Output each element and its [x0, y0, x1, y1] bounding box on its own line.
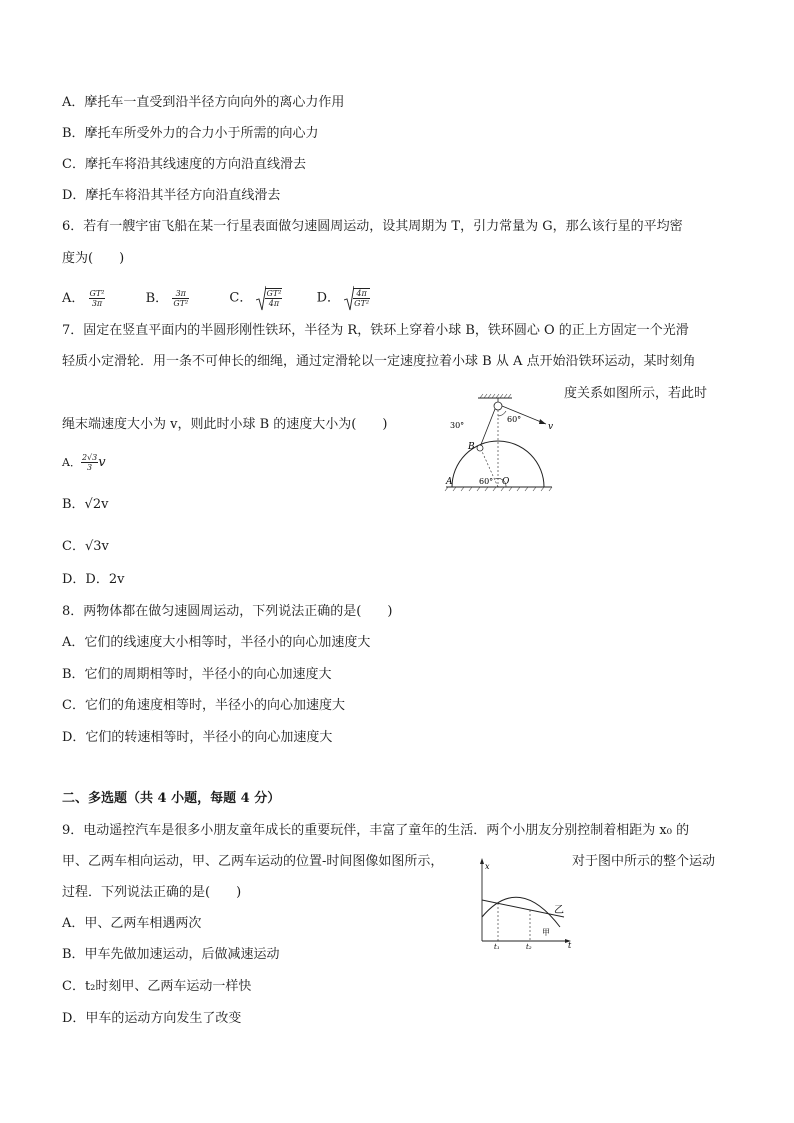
- q7-option-a-denominator: 3: [87, 463, 93, 472]
- q8-option-d: D．它们的转速相等时，半径小的向心加速度大: [62, 730, 333, 745]
- q5-option-d: D．摩托车将沿其半径方向沿直线滑去: [62, 188, 281, 203]
- pulley-icon: [494, 402, 502, 410]
- q9-stem-line2b: 对于图中所示的整个运动: [572, 854, 716, 869]
- q8-option-c: C．它们的角速度相等时，半径小的向心加速度大: [62, 698, 345, 713]
- q6-option-a-label: A．: [62, 290, 85, 306]
- q9-series-jia-label: 甲: [542, 928, 550, 937]
- ball-b-icon: [477, 445, 483, 451]
- q6-option-c-denominator: 4π: [268, 299, 280, 308]
- q6-option-a-denominator: 3π: [91, 298, 103, 308]
- q9-series-yi-label: 乙: [554, 905, 564, 916]
- q7-angle-30: 30°: [450, 421, 465, 430]
- q6-option-a-numerator: GT²: [89, 288, 105, 298]
- q6-option-d-fraction: [353, 288, 370, 308]
- q6-option-b-label: B．: [145, 290, 169, 306]
- q7-option-a-label: A．: [62, 456, 81, 469]
- q5-option-c: C．摩托车将沿其线速度的方向沿直线滑去: [62, 157, 306, 172]
- q8-stem: 8．两物体都在做匀速圆周运动，下列说法正确的是( ): [62, 604, 393, 619]
- q7-angle-60-bottom: 60°: [479, 477, 494, 486]
- q6-option-c-fraction: [265, 288, 282, 308]
- q7-option-a-numerator: 2√3: [81, 453, 98, 462]
- q7-stem-line1: 7．固定在竖直平面内的半圆形刚性铁环，半径为 R，铁环上穿着小球 B，铁环圆心 O 的正上方固定一个光滑: [62, 323, 689, 338]
- q7-velocity-v: v: [548, 422, 554, 432]
- q6-option-b-fraction: [172, 289, 189, 308]
- q9-option-c: C．t₂时刻甲、乙两车运动一样快: [62, 979, 252, 994]
- q9-stem-line2a: 甲、乙两车相向运动，甲、乙两车运动的位置-时间图像如图所示，: [62, 854, 444, 869]
- q7-option-a-fraction: [81, 453, 98, 472]
- q6-option-d-sqrt: [344, 285, 370, 311]
- q6-stem-line1: 6．若有一艘宇宙飞船在某一行星表面做匀速圆周运动，设其周期为 T，引力常量为 G，那么该行星的平均密: [62, 219, 683, 234]
- q9-position-time-graph: [474, 855, 576, 950]
- q9-option-d: D．甲车的运动方向发生了改变: [62, 1011, 242, 1026]
- q9-t2-label: t₂: [526, 943, 532, 950]
- q7-point-o: O: [502, 477, 510, 487]
- q7-point-a: A: [446, 477, 453, 487]
- q9-y-axis-label: x: [485, 862, 490, 871]
- q5-option-b: B．摩托车所受外力的合力小于所需的向心力: [62, 126, 319, 141]
- q6-option-d-numerator: 4π: [353, 289, 370, 299]
- q6-option-b-numerator: 3π: [172, 289, 189, 299]
- q9-x-axis-label: t: [568, 941, 572, 950]
- section-heading-multiple-choice: 二、多选题（共 4 小题，每题 4 分）: [62, 791, 281, 806]
- q6-option-d-denominator: GT²: [354, 299, 370, 308]
- q6-option-d-label: D．: [316, 290, 340, 306]
- q6-option-c-numerator: GT²: [266, 289, 282, 298]
- q7-point-b: B: [468, 442, 475, 452]
- q9-option-a: A．甲、乙两车相遇两次: [62, 916, 202, 931]
- q7-stem-line4: 绳末端速度大小为 v，则此时小球 B 的速度大小为( ): [62, 417, 388, 432]
- q9-option-b: B．甲车先做加速运动，后做减速运动: [62, 947, 280, 962]
- q8-option-b: B．它们的周期相等时，半径小的向心加速度大: [62, 667, 332, 682]
- q7-option-b: B．√2v: [62, 497, 109, 512]
- q7-stem-line3: 度关系如图所示，若此时: [564, 386, 708, 401]
- q6-stem-line2: 度为( ): [62, 251, 125, 266]
- q6-options: [62, 285, 370, 311]
- q6-option-d: [317, 285, 371, 311]
- q6-option-a: [62, 288, 105, 310]
- q9-t1-label: t₁: [494, 943, 500, 950]
- q6-option-a-fraction: [89, 289, 106, 308]
- q9-stem-line3: 过程．下列说法正确的是( ): [62, 885, 242, 900]
- q7-option-a-v: v: [98, 455, 106, 470]
- q7-option-d: D．D．2v: [62, 572, 125, 587]
- q5-option-a: A．摩托车一直受到沿半径方向向外的离心力作用: [62, 95, 345, 110]
- q7-stem-line2: 轻质小定滑轮．用一条不可伸长的细绳，通过定滑轮以一定速度拉着小球 B 从 A 点开始沿铁环运动，某时刻角: [62, 354, 696, 369]
- q9-stem-line1: 9．电动遥控汽车是很多小朋友童年成长的重要玩伴，丰富了童年的生活．两个小朋友分别控制着相距为 x₀ 的: [62, 823, 690, 838]
- q6-option-c: [229, 285, 282, 311]
- q6-option-b-denominator: GT²: [173, 298, 189, 308]
- q8-option-a: A．它们的线速度大小相等时，半径小的向心加速度大: [62, 635, 371, 650]
- q7-option-a: [62, 452, 106, 474]
- q7-angle-60-top: 60°: [507, 415, 522, 424]
- q6-option-c-label: C．: [229, 290, 253, 306]
- q7-ring-pulley-figure: [440, 392, 560, 494]
- q6-option-b: [146, 288, 190, 310]
- q7-option-c: C．√3v: [62, 539, 109, 554]
- q6-option-c-sqrt: [256, 285, 282, 311]
